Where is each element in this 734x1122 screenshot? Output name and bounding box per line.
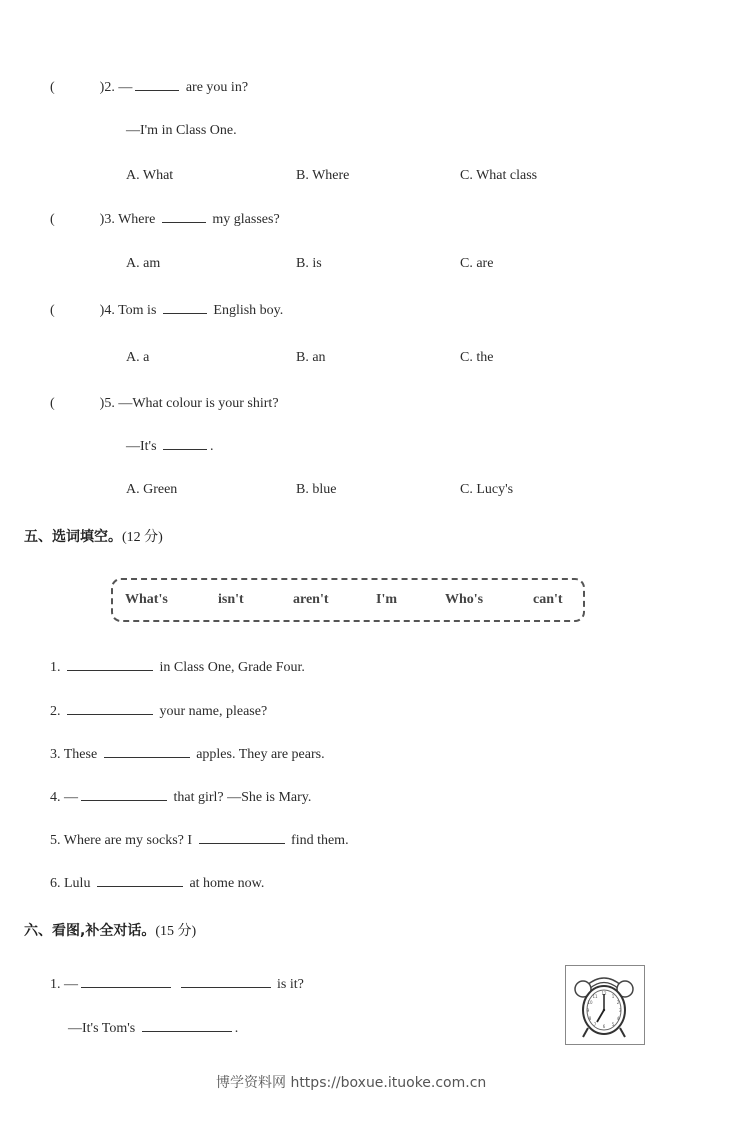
word-bank-item: Who's bbox=[445, 592, 484, 607]
option-c: C. Lucy's bbox=[460, 482, 514, 497]
answer-paren-open: ( bbox=[50, 303, 55, 318]
answer-paren-close: ) bbox=[99, 396, 105, 411]
fill-item-3 bbox=[50, 747, 325, 763]
svg-text:11: 11 bbox=[592, 994, 598, 999]
answer-blank[interactable] bbox=[199, 842, 285, 844]
answer-blank[interactable] bbox=[163, 312, 207, 314]
option-a: A. What bbox=[126, 168, 174, 183]
svg-text:7: 7 bbox=[593, 1022, 597, 1027]
svg-text:2: 2 bbox=[616, 1000, 620, 1005]
item-number: 1. bbox=[50, 660, 61, 675]
question-suffix: English boy. bbox=[213, 303, 284, 318]
option-a: A. a bbox=[126, 350, 150, 365]
svg-text:1: 1 bbox=[611, 994, 615, 999]
answer-paren-close: ) bbox=[99, 212, 105, 227]
question-3 bbox=[50, 212, 280, 228]
answer-paren-open: ( bbox=[50, 80, 55, 95]
reply-suffix: . bbox=[210, 439, 214, 454]
option-c: C. the bbox=[460, 350, 494, 365]
item-text-after: in Class One, Grade Four. bbox=[159, 660, 305, 675]
question-text: —What colour is your shirt? bbox=[118, 396, 279, 411]
answer-blank[interactable] bbox=[97, 885, 183, 887]
fill-item-1 bbox=[50, 660, 305, 676]
item-text-after: apples. They are pears. bbox=[196, 747, 325, 762]
section-title-text: 六、看图,补全对话。 bbox=[24, 923, 156, 939]
svg-text:8: 8 bbox=[588, 1016, 592, 1021]
item-text-before: Lulu bbox=[64, 876, 91, 891]
option-b: B. blue bbox=[296, 482, 337, 497]
option-c: C. are bbox=[460, 256, 494, 271]
word-bank-item: isn't bbox=[218, 592, 244, 607]
answer-blank[interactable] bbox=[81, 799, 167, 801]
word-bank-item: What's bbox=[125, 592, 168, 607]
item-text-after: that girl? —She is Mary. bbox=[173, 790, 312, 805]
svg-text:3: 3 bbox=[618, 1008, 622, 1013]
section-title-text: 五、选词填空。 bbox=[24, 529, 122, 545]
section-points: (15 分) bbox=[155, 924, 197, 939]
question-prefix: Where bbox=[118, 212, 156, 227]
answer-paren-open: ( bbox=[50, 212, 55, 227]
answer-blank[interactable] bbox=[67, 669, 153, 671]
section-points: (12 分) bbox=[122, 530, 163, 545]
option-b: B. is bbox=[296, 256, 322, 271]
svg-text:5: 5 bbox=[611, 1022, 615, 1027]
question-4 bbox=[50, 303, 283, 319]
section-5-title bbox=[24, 526, 163, 546]
reply-prefix: —It's Tom's bbox=[68, 1021, 136, 1036]
word-bank-item: I'm bbox=[376, 592, 397, 607]
answer-paren-close: ) bbox=[99, 80, 105, 95]
item-text-before: These bbox=[63, 747, 98, 762]
dialogue-item-1 bbox=[50, 977, 304, 993]
question-2 bbox=[50, 80, 248, 96]
section-6-title bbox=[24, 920, 196, 940]
item-suffix: is it? bbox=[277, 977, 304, 992]
word-bank-box bbox=[111, 578, 585, 622]
answer-blank[interactable] bbox=[135, 89, 179, 91]
item-text-after: your name, please? bbox=[159, 704, 268, 719]
dialogue-item-1-reply bbox=[68, 1021, 238, 1037]
question-number: 3. bbox=[104, 212, 115, 227]
svg-text:10: 10 bbox=[587, 1000, 593, 1005]
option-a: A. am bbox=[126, 256, 161, 271]
item-text-after: at home now. bbox=[189, 876, 265, 891]
question-5 bbox=[50, 396, 279, 412]
answer-blank-2[interactable] bbox=[181, 986, 271, 988]
item-text-before: Where are my socks? I bbox=[63, 833, 193, 848]
option-b: B. Where bbox=[296, 168, 350, 183]
option-a: A. Green bbox=[126, 482, 178, 497]
item-number: 1. bbox=[50, 977, 61, 992]
item-prefix: — bbox=[64, 977, 78, 992]
item-text-after: find them. bbox=[291, 833, 349, 848]
reply-suffix: . bbox=[234, 1021, 239, 1036]
svg-text:4: 4 bbox=[616, 1016, 620, 1021]
alarm-clock-picture bbox=[565, 965, 645, 1045]
fill-item-6 bbox=[50, 876, 264, 892]
question-number: 5. bbox=[104, 396, 115, 411]
answer-paren-open: ( bbox=[50, 396, 55, 411]
fill-item-4 bbox=[50, 790, 311, 806]
footer-watermark: 博学资料网 https://boxue.ituoke.com.cn bbox=[216, 1075, 487, 1091]
item-number: 6. bbox=[50, 876, 61, 891]
svg-text:6: 6 bbox=[602, 1024, 606, 1029]
question-suffix: are you in? bbox=[185, 80, 249, 95]
svg-text:12: 12 bbox=[601, 991, 607, 996]
question-number: 2. bbox=[104, 80, 115, 95]
answer-blank[interactable] bbox=[162, 221, 206, 223]
option-b: B. an bbox=[296, 350, 326, 365]
question-number: 4. bbox=[104, 303, 115, 318]
item-number: 5. bbox=[50, 833, 61, 848]
reply-prefix: —It's bbox=[126, 439, 157, 454]
question-suffix: my glasses? bbox=[212, 212, 280, 227]
svg-text:9: 9 bbox=[586, 1008, 590, 1013]
answer-blank[interactable] bbox=[104, 756, 190, 758]
fill-item-2 bbox=[50, 704, 267, 720]
answer-paren-close: ) bbox=[99, 303, 105, 318]
question-prefix: — bbox=[118, 80, 133, 95]
item-number: 3. bbox=[50, 747, 61, 762]
answer-blank[interactable] bbox=[67, 713, 153, 715]
word-bank-item: can't bbox=[533, 592, 563, 607]
answer-blank[interactable] bbox=[142, 1030, 232, 1032]
question-prefix: Tom is bbox=[118, 303, 157, 318]
alarm-clock-icon bbox=[566, 966, 643, 1043]
question-2-reply: —I'm in Class One. bbox=[126, 123, 237, 138]
item-number: 4. bbox=[50, 790, 61, 805]
item-text-before: — bbox=[64, 790, 78, 805]
question-5-reply bbox=[126, 439, 214, 455]
fill-item-5 bbox=[50, 833, 349, 849]
item-number: 2. bbox=[50, 704, 61, 719]
answer-blank[interactable] bbox=[163, 448, 207, 450]
word-bank-item: aren't bbox=[293, 592, 329, 607]
answer-blank-1[interactable] bbox=[81, 986, 171, 988]
option-c: C. What class bbox=[460, 168, 538, 183]
